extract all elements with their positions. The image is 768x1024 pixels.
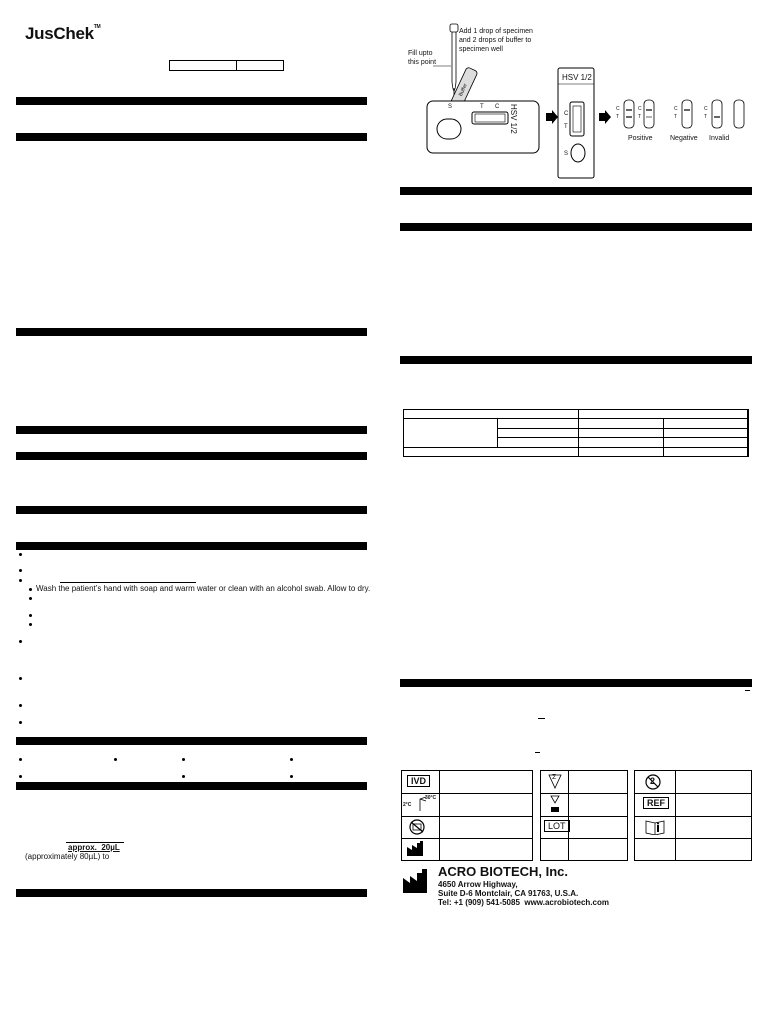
ivd-symbol: IVD	[407, 775, 430, 787]
fill-label-2: this point	[408, 59, 437, 66]
section-bar-quality-control	[400, 223, 752, 231]
column-divider	[439, 771, 440, 793]
symbol-cell-do-not-reuse	[634, 770, 752, 794]
symbol-cell-temperature	[401, 792, 533, 817]
symbol-cell-empty	[634, 838, 752, 861]
symbol-cell-consult-ifu	[634, 816, 752, 839]
result-c-label: C	[616, 106, 620, 112]
table-cell	[579, 419, 663, 428]
bullet	[19, 721, 22, 724]
diagram-instruction-3: specimen well	[459, 46, 503, 53]
bullet	[19, 553, 22, 556]
table-cell	[579, 428, 663, 437]
column-divider	[439, 816, 440, 838]
bullet	[19, 569, 22, 572]
table-cell	[747, 438, 748, 447]
table-cell	[498, 438, 579, 447]
wash-instruction: Wash the patient’s hand with soap and warm water or clean with an alcohol swab. Allow to dry.	[36, 584, 371, 593]
section-bar-results	[16, 889, 367, 897]
symbol-cell-ref	[634, 792, 752, 817]
symbol-cell-keep-dry	[401, 816, 533, 839]
symbol-cell-lot	[540, 816, 628, 839]
section-bar-interpretation	[400, 187, 752, 195]
procedure-diagram-svg	[400, 22, 752, 180]
table-cell	[663, 419, 747, 428]
column-divider	[568, 792, 569, 816]
bullet	[182, 775, 185, 778]
section-bar-principle	[16, 328, 367, 336]
symbol-cell-manufacturer	[401, 838, 533, 861]
do-not-reuse-number: 2	[650, 776, 656, 786]
table-row	[404, 447, 749, 456]
table-cell	[579, 447, 663, 456]
company-address-1: 4650 Arrow Highway,	[438, 880, 518, 889]
cassette-c-label: C	[564, 111, 569, 117]
result-t-label: T	[616, 114, 620, 120]
specimen-amount: approx. 20µL	[68, 843, 120, 852]
bullet	[29, 623, 32, 626]
section-bar-limitations	[400, 356, 752, 364]
table-cell	[747, 428, 748, 437]
buffer-amount-text: (approximately 80µL) to	[25, 852, 110, 861]
table-cell	[663, 438, 747, 447]
dash-mark	[745, 690, 750, 691]
bullet	[182, 758, 185, 761]
result-c-label: C	[704, 106, 708, 112]
brand-logo	[25, 24, 100, 44]
section-bar-summary	[16, 133, 367, 141]
manufacturer-icon	[406, 841, 428, 862]
fill-label-1: Fill upto	[408, 50, 433, 57]
table-row	[404, 410, 749, 419]
consult-instructions-icon	[645, 819, 665, 840]
bullet	[19, 758, 22, 761]
company-contact: Tel: +1 (909) 541-5085 www.acrobiotech.com	[438, 898, 609, 907]
section-bar-materials	[16, 737, 367, 745]
bullet	[29, 614, 32, 617]
section-bar-bibliography	[400, 679, 752, 687]
column-divider	[675, 816, 676, 838]
procedure-diagram	[400, 22, 752, 180]
column-divider	[568, 838, 569, 860]
table-cell	[747, 410, 748, 429]
table-cell	[404, 447, 579, 456]
bullet	[19, 677, 22, 680]
result-t-label: T	[638, 114, 642, 120]
section-bar-specimen	[16, 542, 367, 550]
header-box-right	[235, 60, 284, 71]
result-t-label: T	[704, 114, 708, 120]
bullet	[19, 704, 22, 707]
hourglass-icon	[549, 795, 561, 818]
cassette-s-label: S	[564, 151, 569, 157]
underline-rule	[60, 582, 196, 583]
table-cell	[404, 419, 498, 447]
diagram-instruction-2: and 2 drops of buffer to	[459, 37, 532, 44]
bullet	[19, 640, 22, 643]
table-row	[404, 419, 749, 428]
table-cell	[579, 438, 663, 447]
cassette-t-label: T	[564, 124, 568, 130]
column-divider	[568, 816, 569, 838]
result-c-label: C	[638, 106, 642, 112]
symbol-cell-expiry	[540, 792, 628, 817]
company-name: ACRO BIOTECH, Inc.	[438, 864, 569, 879]
brand-name: JusChek	[25, 24, 94, 43]
column-divider	[439, 792, 440, 816]
bullet	[19, 579, 22, 582]
bullet	[114, 758, 117, 761]
table-cell	[579, 410, 747, 419]
section-bar-procedure	[16, 782, 367, 790]
lot-symbol: LOT	[544, 820, 570, 832]
manufacturer-logo-icon	[402, 868, 434, 899]
result-label-negative: Negative	[670, 135, 698, 142]
cassette-c-label: C	[495, 104, 500, 110]
symbol-cell-empty	[540, 838, 628, 861]
result-t-label: T	[674, 114, 678, 120]
performance-table	[403, 409, 749, 457]
result-label-invalid: Invalid	[709, 135, 730, 142]
ref-symbol: REF	[643, 797, 669, 809]
column-divider	[675, 771, 676, 793]
section-bar-intended-use	[16, 97, 367, 105]
bullet	[19, 775, 22, 778]
section-bar-storage	[16, 506, 367, 514]
bullet	[29, 588, 32, 591]
result-c-label: C	[674, 106, 678, 112]
column-divider	[439, 838, 440, 860]
symbol-cell-ivd	[401, 770, 533, 794]
table-cell	[663, 428, 747, 437]
section-bar-reagents	[16, 426, 367, 434]
company-address-2: Suite D-6 Montclair, CA 91763, U.S.A.	[438, 889, 579, 898]
cassette-label: HSV 1/2	[562, 73, 592, 82]
temp-low: 2°C	[403, 802, 412, 808]
result-label-positive: Positive	[628, 135, 653, 142]
column-divider	[568, 771, 569, 793]
table-cell	[498, 419, 579, 428]
dash-mark	[538, 718, 545, 719]
column-divider	[675, 792, 676, 816]
keep-dry-icon	[408, 819, 426, 840]
column-divider	[675, 838, 676, 860]
table-cell	[747, 447, 748, 456]
bullet	[290, 758, 293, 761]
brand-tm: TM	[93, 24, 101, 30]
diagram-instruction-1: Add 1 drop of specimen	[459, 28, 533, 35]
header-box-left	[169, 60, 237, 71]
bullet	[29, 597, 32, 600]
table-cell	[498, 428, 579, 437]
bullet	[290, 775, 293, 778]
sigma-symbol: Σ	[552, 774, 557, 781]
symbol-cell-tests-count	[540, 770, 628, 794]
table-cell	[404, 410, 579, 419]
dropper-label: Buffer	[457, 82, 469, 98]
table-cell	[663, 447, 747, 456]
cassette-label-rotated: HSV 1/2	[509, 104, 518, 134]
cassette-s-label: S	[448, 104, 453, 110]
temp-high: 30°C	[425, 795, 437, 801]
dash-mark	[535, 752, 540, 753]
cassette-t-label: T	[480, 104, 484, 110]
section-bar-precautions	[16, 452, 367, 460]
